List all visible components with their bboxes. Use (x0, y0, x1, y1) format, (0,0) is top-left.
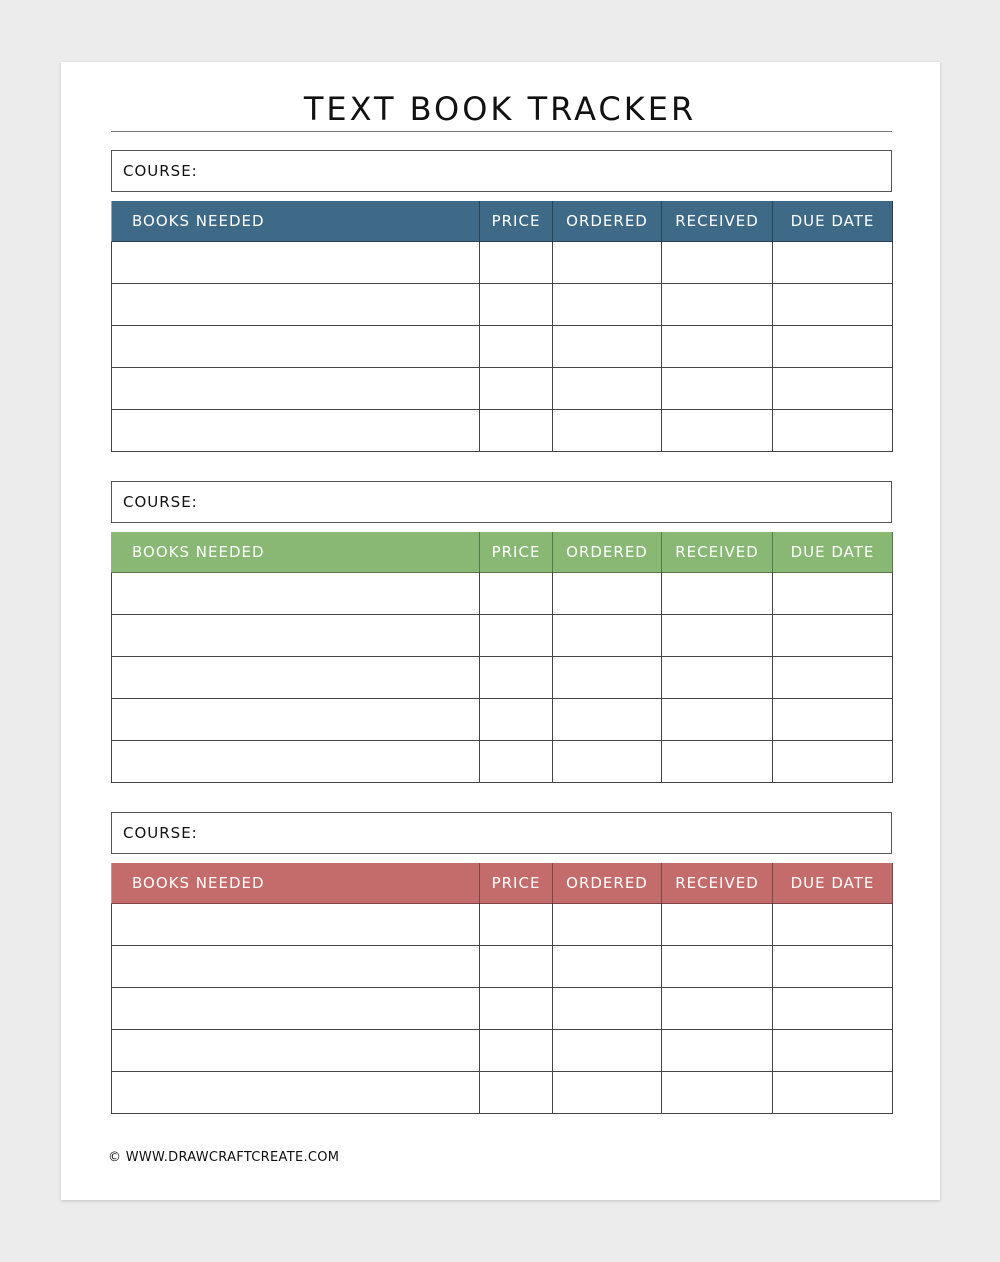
column-header-ordered: ORDERED (553, 201, 662, 242)
cell-due-date[interactable] (773, 699, 893, 741)
table-row (112, 573, 893, 615)
cell-price[interactable] (480, 657, 553, 699)
cell-due-date[interactable] (773, 284, 893, 326)
course-field[interactable] (111, 812, 892, 854)
table-row (112, 615, 893, 657)
cell-ordered[interactable] (553, 657, 662, 699)
column-header-books-needed: BOOKS NEEDED (112, 863, 480, 904)
cell-books-needed[interactable] (112, 1030, 480, 1072)
cell-received[interactable] (662, 946, 773, 988)
cell-books-needed[interactable] (112, 1072, 480, 1114)
cell-due-date[interactable] (773, 946, 893, 988)
cell-ordered[interactable] (553, 615, 662, 657)
table-row (112, 904, 893, 946)
column-header-due-date: DUE DATE (773, 863, 893, 904)
page-title: TEXT BOOK TRACKER (303, 90, 697, 128)
cell-received[interactable] (662, 410, 773, 452)
cell-books-needed[interactable] (112, 699, 480, 741)
cell-ordered[interactable] (553, 904, 662, 946)
cell-price[interactable] (480, 946, 553, 988)
cell-price[interactable] (480, 988, 553, 1030)
cell-price[interactable] (480, 573, 553, 615)
cell-due-date[interactable] (773, 573, 893, 615)
table-header-row (112, 532, 893, 573)
cell-due-date[interactable] (773, 741, 893, 783)
cell-ordered[interactable] (553, 946, 662, 988)
books-table (111, 532, 893, 783)
cell-received[interactable] (662, 988, 773, 1030)
books-table (111, 201, 893, 452)
cell-due-date[interactable] (773, 410, 893, 452)
table-row (112, 699, 893, 741)
column-header-ordered: ORDERED (553, 863, 662, 904)
cell-books-needed[interactable] (112, 615, 480, 657)
copyright-footer: © WWW.DRAWCRAFTCREATE.COM (108, 1150, 340, 1165)
cell-price[interactable] (480, 368, 553, 410)
column-header-received: RECEIVED (662, 532, 773, 573)
column-header-books-needed: BOOKS NEEDED (112, 532, 480, 573)
cell-received[interactable] (662, 573, 773, 615)
books-table (111, 863, 893, 1114)
cell-books-needed[interactable] (112, 410, 480, 452)
cell-price[interactable] (480, 284, 553, 326)
cell-price[interactable] (480, 326, 553, 368)
cell-ordered[interactable] (553, 242, 662, 284)
cell-books-needed[interactable] (112, 573, 480, 615)
cell-due-date[interactable] (773, 988, 893, 1030)
cell-due-date[interactable] (773, 326, 893, 368)
cell-books-needed[interactable] (112, 657, 480, 699)
column-header-books-needed: BOOKS NEEDED (112, 201, 480, 242)
column-header-price: PRICE (480, 201, 553, 242)
cell-due-date[interactable] (773, 242, 893, 284)
cell-ordered[interactable] (553, 741, 662, 783)
cell-ordered[interactable] (553, 699, 662, 741)
cell-received[interactable] (662, 904, 773, 946)
column-header-due-date: DUE DATE (773, 532, 893, 573)
cell-received[interactable] (662, 615, 773, 657)
column-header-ordered: ORDERED (553, 532, 662, 573)
cell-ordered[interactable] (553, 368, 662, 410)
course-field[interactable] (111, 150, 892, 192)
cell-received[interactable] (662, 242, 773, 284)
cell-books-needed[interactable] (112, 946, 480, 988)
course-label: COURSE: (123, 493, 198, 511)
cell-ordered[interactable] (553, 1030, 662, 1072)
table-row (112, 242, 893, 284)
cell-due-date[interactable] (773, 1072, 893, 1114)
cell-due-date[interactable] (773, 1030, 893, 1072)
table-header-row (112, 863, 893, 904)
cell-due-date[interactable] (773, 615, 893, 657)
column-header-due-date: DUE DATE (773, 201, 893, 242)
cell-ordered[interactable] (553, 573, 662, 615)
cell-ordered[interactable] (553, 988, 662, 1030)
table-row (112, 1030, 893, 1072)
table-row (112, 657, 893, 699)
table-row (112, 326, 893, 368)
cell-received[interactable] (662, 326, 773, 368)
column-header-received: RECEIVED (662, 863, 773, 904)
course-field[interactable] (111, 481, 892, 523)
cell-books-needed[interactable] (112, 988, 480, 1030)
cell-ordered[interactable] (553, 1072, 662, 1114)
cell-due-date[interactable] (773, 904, 893, 946)
cell-price[interactable] (480, 242, 553, 284)
table-row (112, 988, 893, 1030)
table-row (112, 284, 893, 326)
cell-books-needed[interactable] (112, 368, 480, 410)
cell-ordered[interactable] (553, 326, 662, 368)
table-row (112, 410, 893, 452)
title-divider (111, 131, 892, 132)
column-header-price: PRICE (480, 532, 553, 573)
cell-books-needed[interactable] (112, 242, 480, 284)
table-row (112, 368, 893, 410)
column-header-received: RECEIVED (662, 201, 773, 242)
cell-ordered[interactable] (553, 284, 662, 326)
cell-ordered[interactable] (553, 410, 662, 452)
cell-price[interactable] (480, 699, 553, 741)
cell-price[interactable] (480, 904, 553, 946)
table-row (112, 741, 893, 783)
cell-received[interactable] (662, 284, 773, 326)
cell-received[interactable] (662, 657, 773, 699)
table-header-row (112, 201, 893, 242)
cell-books-needed[interactable] (112, 741, 480, 783)
cell-books-needed[interactable] (112, 326, 480, 368)
cell-price[interactable] (480, 410, 553, 452)
cell-due-date[interactable] (773, 657, 893, 699)
cell-books-needed[interactable] (112, 904, 480, 946)
table-row (112, 946, 893, 988)
cell-price[interactable] (480, 1072, 553, 1114)
cell-received[interactable] (662, 1030, 773, 1072)
course-label: COURSE: (123, 824, 198, 842)
cell-books-needed[interactable] (112, 284, 480, 326)
cell-received[interactable] (662, 368, 773, 410)
table-row (112, 1072, 893, 1114)
cell-received[interactable] (662, 741, 773, 783)
cell-price[interactable] (480, 741, 553, 783)
cell-price[interactable] (480, 1030, 553, 1072)
cell-received[interactable] (662, 1072, 773, 1114)
cell-due-date[interactable] (773, 368, 893, 410)
column-header-price: PRICE (480, 863, 553, 904)
cell-received[interactable] (662, 699, 773, 741)
cell-price[interactable] (480, 615, 553, 657)
course-label: COURSE: (123, 162, 198, 180)
